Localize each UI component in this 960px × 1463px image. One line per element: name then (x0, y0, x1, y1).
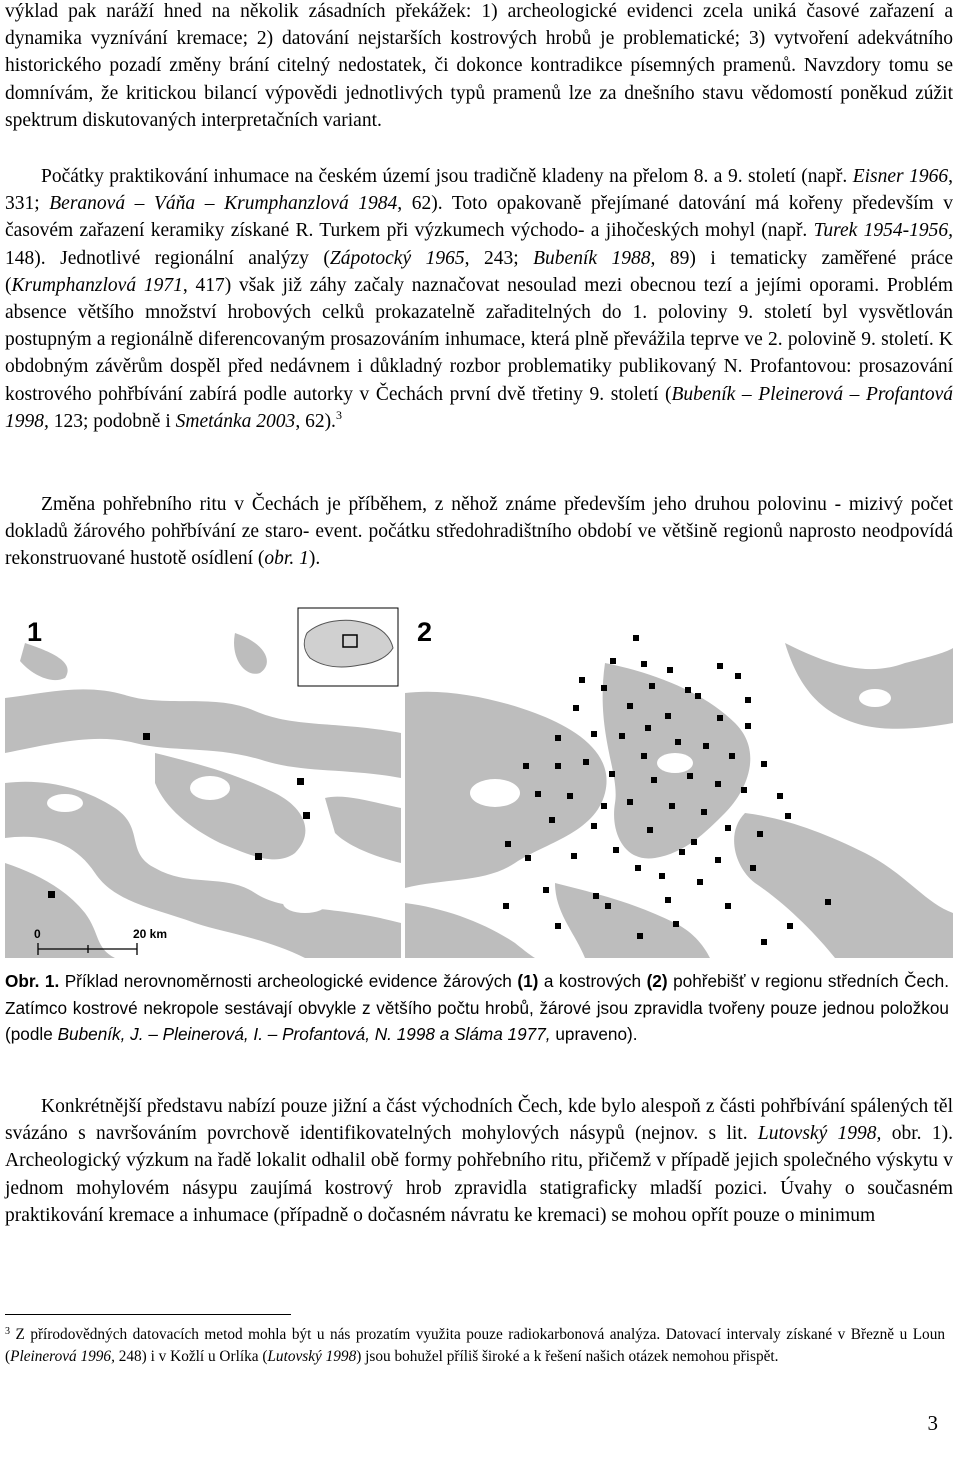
site-marker (48, 891, 55, 898)
site-marker (665, 713, 671, 719)
text: (1) (517, 971, 539, 991)
site-marker (555, 735, 561, 741)
footnote-number: 3 (5, 1326, 10, 1337)
site-marker (667, 667, 673, 673)
text: ). (308, 548, 321, 570)
site-marker (741, 787, 747, 793)
site-marker (583, 759, 589, 765)
site-marker (745, 697, 751, 703)
site-marker (750, 865, 756, 871)
citation: Beranová – Váňa – Krumphanzlová 1984, (49, 193, 403, 215)
site-marker (543, 887, 549, 893)
site-marker (593, 893, 599, 899)
site-marker (735, 673, 741, 679)
site-marker (715, 857, 721, 863)
figure-ref: obr. 1 (264, 548, 309, 570)
site-marker (761, 939, 767, 945)
site-marker (523, 763, 529, 769)
text: , 243; (464, 247, 534, 269)
site-marker (535, 791, 541, 797)
map-inhumation (405, 603, 953, 958)
paragraph-1: výklad pak naráží hned na několik zásadních překážek: 1) archeologické evidenci zcela uniká časové zařazení a dynamika vyznívání kremace; 2) datování nejstarších kostrových hrobů je problematické; 3) vytvoření adekvátního historického pozadí změny brání citelný nedostatek, či dokonce kontradikce písemných pramenů. Navzdory tomu se domnívám, že kritickou bilancí výpovědi jednotlivých typů pramenů lze za dnešního stavu vědomostí poněkud zúžit spektrum diskutovaných interpretačních variant. (5, 1, 953, 131)
site-marker (143, 733, 150, 740)
map-1-label: 1 (27, 617, 43, 647)
footnote-3 (5, 1324, 945, 1367)
site-marker (777, 793, 783, 799)
text: (2) (646, 971, 668, 991)
text: Počátky praktikování inhumace na českém území jsou tradičně kladeny na přelom 8. a 9. století (např. (41, 166, 853, 187)
paragraph-3 (5, 491, 953, 573)
site-marker (659, 873, 665, 879)
site-marker (729, 753, 735, 759)
site-marker (787, 923, 793, 929)
text: , 62). (295, 410, 336, 432)
site-marker (601, 685, 607, 691)
site-marker (641, 661, 647, 667)
figure-caption (5, 968, 949, 1048)
text: pohřebišť v regionu středních Čech. Zatímco kostrové nekropole sestávají obvykle z většího počtu hrobů, žárové jsou zpravidla tvořeny pouze jednou položkou (podle (5, 971, 949, 1044)
site-marker (651, 777, 657, 783)
site-marker (715, 781, 721, 787)
citation: Bubeník, J. – Pleinerová, I. – Profantová, N. 1998 a Sláma 1977, (57, 1024, 551, 1044)
site-marker (555, 923, 561, 929)
text: Konkrétnější představu nabízí pouze jižní a část východních Čech, kde bylo alespoň z části pohřbívání spálených těl svázáno s navršováním povrchově identifikovatelných mohylových násypů (nejnov. s lit. (5, 1096, 953, 1145)
site-marker (717, 715, 723, 721)
site-marker (725, 903, 731, 909)
site-marker (641, 753, 647, 759)
site-marker (627, 799, 633, 805)
site-marker (649, 683, 655, 689)
site-marker (605, 903, 611, 909)
text: a kostrových (538, 971, 647, 991)
citation: Bubeník – Pleinerová – Profantová 1998, (5, 383, 953, 432)
site-marker (675, 739, 681, 745)
text: 248) i v Kožlí u Orlíka ( (114, 1347, 268, 1365)
site-marker (679, 849, 685, 855)
site-marker (613, 847, 619, 853)
site-marker (555, 763, 561, 769)
citation: Bubeník 1988, (533, 247, 656, 269)
footnote-ref[interactable]: 3 (335, 407, 342, 422)
text: 123; podobně i (48, 410, 176, 432)
site-marker (669, 803, 675, 809)
map-1-svg (5, 603, 401, 958)
citation: Krumphanzlová 1971 (11, 274, 183, 296)
scale-km-label: 20 km (133, 927, 168, 941)
site-marker (673, 921, 679, 927)
text: obr. 1). Archeologický výzkum na řadě lokalit odhalil obě formy pohřebního ritu, přičemž v případě jejich společného výskytu v jednom mohylovém násypu zaujímá kostrový hrob zpravidla statigraficky mladší pozici. Úvahy o současném praktikování kremace a inhumace (případně o dočasném návratu ke kremaci) se mohou opřít pouze o minimum (5, 1123, 953, 1226)
citation: Lutovský 1998, (757, 1123, 882, 1145)
citation: Pleinerová 1996, (10, 1347, 115, 1365)
site-marker (701, 809, 707, 815)
figure-1 (5, 603, 953, 958)
paragraph-2 (5, 163, 953, 435)
caption-label: Obr. 1. (5, 971, 60, 991)
site-marker (691, 839, 697, 845)
site-marker (745, 723, 751, 729)
site-marker (505, 841, 511, 847)
site-marker (609, 771, 615, 777)
footnote-separator (5, 1314, 291, 1315)
site-marker (255, 853, 262, 860)
inset-map-icon (298, 608, 398, 686)
site-marker (645, 725, 651, 731)
text: , 331; (5, 166, 953, 215)
citation: Turek 1954-1956, (813, 220, 953, 242)
site-marker (591, 823, 597, 829)
text: upraveno). (550, 1024, 638, 1044)
site-marker (825, 899, 831, 905)
site-marker (757, 831, 763, 837)
site-marker (549, 817, 555, 823)
site-marker (695, 693, 701, 699)
text: 89) i tematicky zaměřené práce ( (5, 247, 953, 296)
text: , 417) však již záhy začaly naznačovat nesoulad mezi obecnou tezí a jejími oporami. Problém absence většího množství hrobových celků prokazatelně zařaditelných do 1. poloviny 9. století byl vysvětlován postupným a regionálně diferencovaným prosazováním inhumace, která plně převážila teprve ve 2. polovině 9. století. K obdobným závěrům dospěl před nedávnem i důkladný rozbor problematiky publikovaný N. Profantovou: prosazování kostrového pohřbívání zabírá podle autorky v Čechách první dvě třetiny 9. století ( (5, 274, 953, 405)
site-marker (725, 825, 731, 831)
scale-zero-label: 0 (34, 927, 41, 941)
map-cremation (5, 603, 401, 958)
site-marker (573, 705, 579, 711)
site-marker (567, 793, 573, 799)
text: ) jsou bohužel příliš široké a k řešení našich otázek nemohou přispět. (356, 1347, 779, 1365)
text: Příklad nerovnoměrnosti archeologické evidence žárových (59, 971, 518, 991)
site-marker (571, 853, 577, 859)
site-marker (610, 658, 616, 664)
site-marker (697, 879, 703, 885)
site-marker (633, 635, 639, 641)
site-marker (635, 865, 641, 871)
site-marker (619, 733, 625, 739)
citation: Smetánka 2003 (175, 410, 296, 432)
text: 62). Toto opakovaně přejímané datování má kořeny především v časovém zařazení keramiky získané R. Turkem při výzkumech východo- a jihočeských mohyl (např. (5, 193, 954, 242)
site-marker (579, 677, 585, 683)
map-2-label: 2 (417, 617, 433, 647)
site-marker (627, 703, 633, 709)
citation: Eisner 1966 (852, 166, 949, 187)
citation: Lutovský 1998 (267, 1347, 357, 1365)
site-marker (703, 743, 709, 749)
text: Z přírodovědných datovacích metod mohla být u nás prozatím využita pouze radiokarbonová analýza. Datovací intervaly získané v Březně u Loun ( (5, 1326, 945, 1365)
site-marker (687, 773, 693, 779)
site-marker (647, 827, 653, 833)
site-marker (591, 731, 597, 737)
site-marker (785, 813, 791, 819)
site-marker (303, 812, 310, 819)
map-2-svg (405, 603, 953, 958)
text: Změna pohřebního ritu v Čechách je příběhem, z něhož známe především jeho druhou polovinu - mizivý počet dokladů žárového pohřbívání ze staro- event. počátku středohradištního období ve většině regionů naprosto neodpovídá rekonstruované hustotě osídlení ( (5, 494, 953, 570)
page-number: 3 (927, 1411, 938, 1435)
citation: Zápotocký 1965 (329, 247, 465, 269)
site-marker (717, 663, 723, 669)
site-marker (761, 761, 767, 767)
site-marker (601, 803, 607, 809)
site-marker (503, 903, 509, 909)
site-marker (297, 778, 304, 785)
site-marker (525, 855, 531, 861)
paragraph-4 (5, 1093, 953, 1229)
text: 148). Jednotlivé regionální analýzy ( (5, 247, 330, 269)
site-marker (685, 687, 691, 693)
site-marker (637, 933, 643, 939)
site-marker (665, 897, 671, 903)
